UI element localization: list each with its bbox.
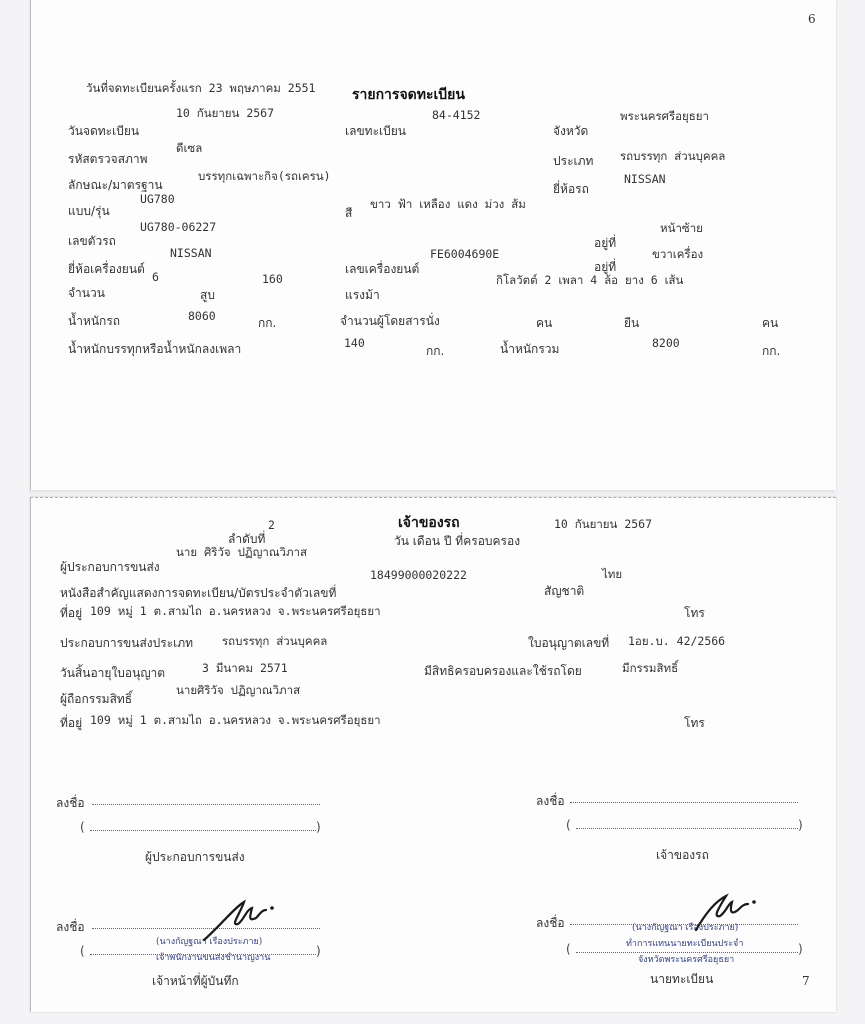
power-label: แรงม้า (345, 288, 380, 302)
id-value: 18499000020222 (370, 568, 467, 582)
business-type-value: รถบรรทุก ส่วนบุคคล (222, 634, 328, 648)
address-1-label: ที่อยู่ (60, 606, 83, 620)
model-value: UG780 (140, 192, 175, 206)
signature-recorder (200, 896, 280, 946)
nationality-label: สัญชาติ (544, 584, 585, 598)
cylinder-label: สูบ (200, 288, 215, 302)
rights-label: มีสิทธิครอบครองและใช้รถโดย (424, 664, 582, 678)
name-line-owner (576, 828, 798, 829)
caption-operator: ผู้ประกอบการขนส่ง (145, 850, 245, 864)
stamp-registrar-province: จังหวัดพระนครศรีอยุธยา (638, 955, 735, 965)
stamp-registrar-name: (นางกัญฐณา เรืองประภาย) (632, 923, 739, 933)
possession-date-value: 10 กันยายน 2567 (554, 517, 653, 531)
engine-no-value: FE6004690E (430, 247, 500, 261)
sign-label-registrar: ลงชื่อ (536, 916, 565, 930)
weight-label: น้ำหนักรถ (68, 314, 121, 328)
province-label: จังหวัด (553, 124, 589, 138)
location-value-2: ขวาเครื่อง (652, 247, 704, 261)
kg-unit-1: กก. (258, 316, 277, 330)
owner-label: ผู้ถือกรรมสิทธิ์ (60, 692, 133, 706)
owner-value: นายศิริวัจ ปฏิญาณวิภาส (176, 683, 301, 697)
kw-axle-text: กิโลวัตต์ 2 เพลา 4 ล้อ ยาง 6 เส้น (496, 273, 684, 287)
sign-label-owner: ลงชื่อ (536, 794, 565, 808)
license-label: ใบอนุญาตเลขที่ (528, 636, 610, 650)
paren-open-recorder: ( (80, 944, 85, 958)
paren-open-operator: ( (80, 820, 85, 834)
first-registration-date: วันที่จดทะเบียนครั้งแรก 23 พฤษภาคม 2551 (86, 81, 316, 95)
province-value: พระนครศรีอยุธยา (620, 109, 710, 123)
registration-date-value: 10 กันยายน 2567 (176, 106, 275, 120)
possession-date-caption: วัน เดือน ปี ที่ครอบครอง (394, 534, 521, 548)
address-2-value: 109 หมู่ 1 ต.สามไถ อ.นครหลวง จ.พระนครศรีอยุธยา (90, 713, 381, 727)
count-label: จำนวน (68, 286, 105, 300)
phone-1-label: โทร (684, 606, 705, 620)
standard-label: ลักษณะ/มาตรฐาน (68, 178, 163, 192)
model-label: แบบ/รุ่น (68, 204, 110, 218)
location-value-1: หน้าซ้าย (660, 221, 703, 235)
engine-no-label: เลขเครื่องยนต์ (345, 262, 420, 276)
person-unit-2: คน (762, 316, 779, 330)
stamp-recorder-name: (นางกัญฐณา เรืองประภาย) (156, 937, 263, 947)
load-label: น้ำหนักบรรทุกหรือน้ำหนักลงเพลา (68, 342, 242, 356)
expiry-label: วันสิ้นอายุใบอนุญาต (60, 666, 166, 680)
location-label-2: อยู่ที่ (594, 260, 617, 274)
total-weight-value: 8200 (652, 336, 680, 350)
type-label: ประเภท (553, 154, 594, 168)
caption-registrar: นายทะเบียน (650, 972, 714, 986)
stand-label: ยืน (624, 316, 640, 330)
count-value: 6 (152, 270, 159, 284)
page-number-bottom: 7 (802, 974, 810, 988)
owner-section-title: เจ้าของรถ (398, 515, 460, 531)
total-weight-label: น้ำหนักรวม (500, 342, 560, 356)
business-type-label: ประกอบการขนส่งประเภท (60, 636, 194, 650)
paren-close-recorder: ) (316, 944, 321, 958)
color-label: สี (345, 206, 353, 220)
stamp-registrar-title: ทำการแทนนายทะเบียนประจำ (626, 939, 744, 949)
plate-label: เลขทะเบียน (345, 124, 406, 138)
power-value: 160 (262, 272, 283, 286)
sign-line-owner (570, 802, 798, 803)
phone-2-label: โทร (684, 716, 705, 730)
nationality-value: ไทย (602, 567, 623, 581)
caption-recorder: เจ้าหน้าที่ผู้บันทึก (152, 974, 239, 988)
operator-label: ผู้ประกอบการขนส่ง (60, 560, 160, 574)
name-line-operator (90, 830, 316, 831)
standard-value: บรรทุกเฉพาะกิจ(รถเครน) (198, 169, 331, 183)
inspection-label: รหัสตรวจสภาพ (68, 152, 148, 166)
address-1-value: 109 หมู่ 1 ต.สามไถ อ.นครหลวง จ.พระนครศรีอยุธยา (90, 604, 381, 618)
chassis-value: UG780-06227 (140, 220, 217, 234)
person-unit-1: คน (536, 316, 553, 330)
license-value: 1อย.บ. 42/2566 (628, 634, 726, 648)
paren-open-registrar: ( (566, 942, 571, 956)
kg-unit-2: กก. (426, 344, 445, 358)
sign-label-operator: ลงชื่อ (56, 796, 85, 810)
caption-owner: เจ้าของรถ (656, 848, 709, 862)
registration-title: รายการจดทะเบียน (352, 87, 465, 103)
order-label: ลำดับที่ (228, 532, 266, 546)
rights-value: มีกรรมสิทธิ์ (622, 661, 679, 675)
paren-close-owner: ) (798, 818, 803, 832)
order-value: 2 (268, 518, 275, 532)
registration-date-label: วันจดทะเบียน (68, 124, 140, 138)
expiry-value: 3 มีนาคม 2571 (202, 661, 288, 675)
address-2-label: ที่อยู่ (60, 716, 83, 730)
location-label-1: อยู่ที่ (594, 236, 617, 250)
page-number-top: 6 (808, 12, 816, 26)
brand-value: NISSAN (624, 172, 666, 186)
type-value: รถบรรทุก ส่วนบุคคล (620, 149, 726, 163)
operator-value: นาย ศิริวัจ ปฏิญาณวิภาส (176, 545, 308, 559)
color-value: ขาว ฟ้า เหลือง แดง ม่วง ส้ม (370, 197, 526, 211)
passengers-label: จำนวนผู้โดยสารนั่ง (340, 314, 440, 328)
plate-value: 84-4152 (432, 108, 481, 122)
engine-brand-value: NISSAN (170, 246, 212, 260)
sign-label-recorder: ลงชื่อ (56, 920, 85, 934)
stamp-recorder-title: เจ้าพนักงานขนส่งชำนาญงาน (156, 953, 271, 963)
kg-unit-3: กก. (762, 344, 781, 358)
sign-line-operator (92, 804, 320, 805)
weight-value: 8060 (188, 309, 216, 323)
inspection-value: ดีเซล (176, 141, 203, 155)
engine-brand-label: ยี่ห้อเครื่องยนต์ (68, 262, 145, 276)
brand-label: ยี่ห้อรถ (553, 182, 589, 196)
id-label: หนังสือสำคัญแสดงการจดทะเบียน/บัตรประจำตัวเลขที่ (60, 586, 337, 600)
load-value: 140 (344, 336, 365, 350)
paren-open-owner: ( (566, 818, 571, 832)
signature-registrar (690, 892, 770, 936)
registration-page-top (30, 0, 836, 492)
paren-close-registrar: ) (798, 942, 803, 956)
chassis-label: เลขตัวรถ (68, 234, 116, 248)
paren-close-operator: ) (316, 820, 321, 834)
